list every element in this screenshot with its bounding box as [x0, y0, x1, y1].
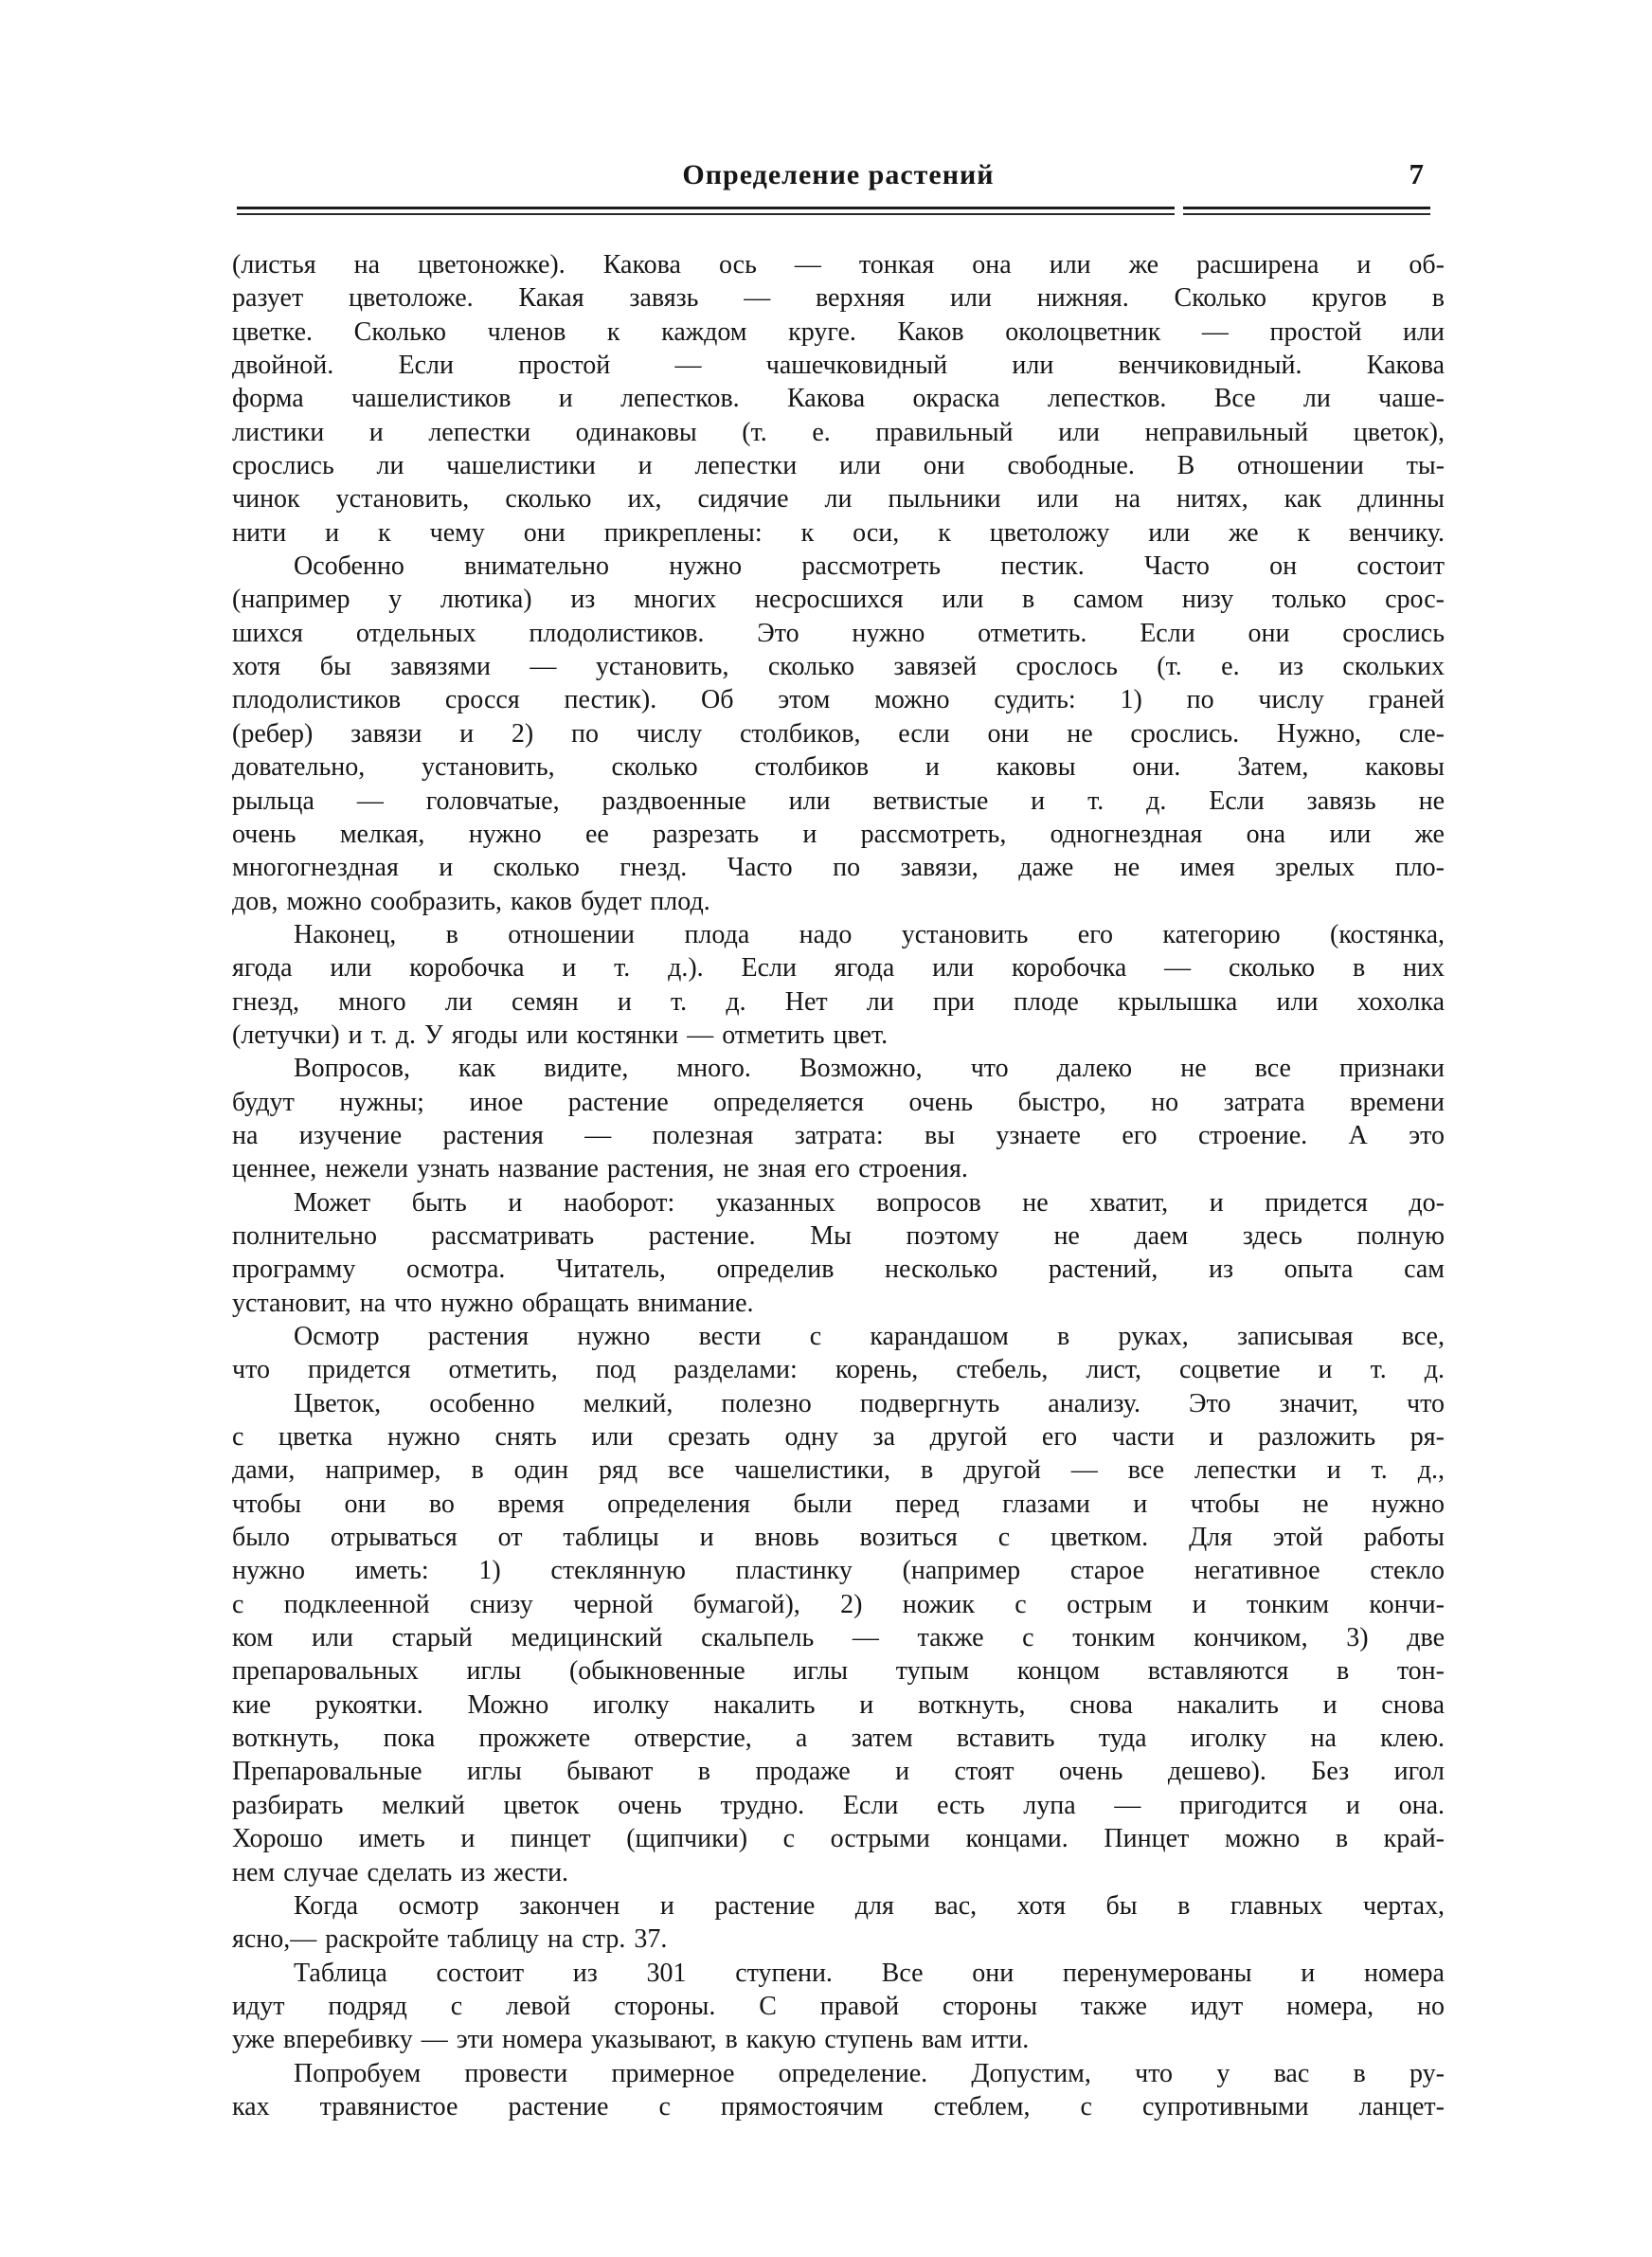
- text-line: установит, на что нужно обращать внимание.: [232, 1288, 754, 1318]
- text-line: нити и к чему они прикреплены: к оси, к цветоложу или же к венчику.: [232, 517, 1445, 548]
- text-line: Может быть и наоборот: указанных вопросов не хватит, и придется до-: [294, 1187, 1445, 1218]
- text-line: дами, например, в один ряд все чашелистики, в другой — все лепестки и т. д.,: [232, 1455, 1445, 1486]
- text-line: цветке. Сколько членов к каждом круге. Каков околоцветник — простой или: [232, 316, 1445, 347]
- text-line: ягода или коробочка и т. д.). Если ягода или коробочка — сколько в них: [232, 953, 1445, 984]
- text-line: ках травянистое растение с прямостоячим стеблем, с супротивными ланцет-: [232, 2091, 1445, 2122]
- header-rule-right-segment: [1183, 207, 1430, 215]
- text-line: чтобы они во время определения были перед глазами и чтобы не нужно: [232, 1489, 1445, 1519]
- text-line: Осмотр растения нужно вести с карандашом в руках, записывая все,: [294, 1322, 1445, 1351]
- text-line: листики и лепестки одинаковы (т. е. правильный или неправильный цветок),: [232, 417, 1445, 447]
- text-line: срослись ли чашелистики и лепестки или они свободные. В отношении ты-: [232, 451, 1445, 481]
- text-line: Особенно внимательно нужно рассмотреть пестик. Часто он состоит: [294, 551, 1445, 582]
- text-line: разует цветоложе. Какая завязь — верхняя или нижняя. Сколько кругов в: [232, 283, 1445, 314]
- text-line: будут нужны; иное растение определяется очень быстро, но затрата времени: [232, 1087, 1445, 1117]
- text-line: форма чашелистиков и лепестков. Какова окраска лепестков. Все ли чаше-: [232, 384, 1445, 414]
- page-number: 7: [1409, 157, 1424, 190]
- text-line: разбирать мелкий цветок очень трудно. Если есть лупа — пригодится и она.: [232, 1790, 1445, 1820]
- text-line: рыльца — головчатые, раздвоенные или ветвистые и т. д. Если завязь не: [232, 785, 1445, 816]
- body-text: [232, 248, 1445, 2123]
- text-line: довательно, установить, сколько столбиков и каковы они. Затем, каковы: [232, 752, 1445, 783]
- text-line: ясно,— раскройте таблицу на стр. 37.: [232, 1924, 668, 1955]
- text-line: что придется отметить, под разделами: корень, стебель, лист, соцветие и т. д.: [232, 1355, 1445, 1385]
- page-header: [232, 159, 1445, 199]
- text-line: чинок установить, сколько их, сидячие ли пыльники или на нитях, как длинны: [232, 484, 1445, 515]
- text-line: полнительно рассматривать растение. Мы поэтому не даем здесь полную: [232, 1220, 1445, 1251]
- text-line: воткнуть, пока прожжете отверстие, а затем вставить туда иголку на клею.: [232, 1724, 1445, 1754]
- text-line: кие рукоятки. Можно иголку накалить и воткнуть, снова накалить и снова: [232, 1689, 1445, 1720]
- text-line: шихся отдельных плодолистиков. Это нужно отметить. Если они срослись: [232, 618, 1445, 648]
- text-line: идут подряд с левой стороны. С правой стороны также идут номера, но: [232, 1991, 1445, 2021]
- text-line: Когда осмотр закончен и растение для вас, хотя бы в главных чертах,: [294, 1890, 1445, 1921]
- text-line: (летучки) и т. д. У ягоды или костянки — отметить цвет.: [232, 1020, 889, 1050]
- text-line: Вопросов, как видите, много. Возможно, что далеко не все признаки: [294, 1054, 1445, 1084]
- header-rule-left-segment: [237, 207, 1175, 215]
- text-line: (ребер) завязи и 2) по числу столбиков, если они не срослись. Нужно, сле-: [232, 718, 1445, 749]
- text-line: (например у лютика) из многих несросшихся или в самом низу только срос-: [232, 585, 1445, 615]
- text-line: на изучение растения — полезная затрата: вы узнаете его строение. А это: [232, 1120, 1445, 1150]
- text-line: Попробуем провести примерное определение. Допустим, что у вас в ру-: [294, 2058, 1445, 2088]
- text-line: (листья на цветоножке). Какова ось — тонкая она или же расширена и об-: [232, 250, 1445, 280]
- text-line: дов, можно сообразить, каков будет плод.: [232, 886, 710, 916]
- text-line: программу осмотра. Читатель, определив несколько растений, из опыта сам: [232, 1255, 1445, 1285]
- text-line: гнезд, много ли семян и т. д. Нет ли при плоде крылышка или хохолка: [232, 986, 1445, 1017]
- text-line: Таблица состоит из 301 ступени. Все они перенумерованы и номера: [294, 1958, 1445, 1988]
- text-line: Наконец, в отношении плода надо установить его категорию (костянка,: [294, 919, 1445, 949]
- text-line: многогнездная и сколько гнезд. Часто по завязи, даже не имея зрелых пло-: [232, 853, 1445, 883]
- text-line: Цветок, особенно мелкий, полезно подвергнуть анализу. Это значит, что: [294, 1388, 1445, 1418]
- text-line: плодолистиков сросся пестик). Об этом можно судить: 1) по числу граней: [232, 685, 1445, 715]
- text-line: уже вперебивку — эти номера указывают, в какую ступень вам итти.: [232, 2025, 1030, 2055]
- running-head-title: Определение растений: [682, 159, 995, 190]
- text-line: хотя бы завязями — установить, сколько завязей срослось (т. е. из скольких: [232, 652, 1445, 682]
- text-line: очень мелкая, нужно ее разрезать и рассмотреть, одногнездная она или же: [232, 819, 1445, 849]
- text-line: Препаровальные иглы бывают в продаже и стоят очень дешево). Без игол: [232, 1757, 1445, 1787]
- text-line: было отрываться от таблицы и вновь возиться с цветком. Для этой работы: [232, 1523, 1445, 1553]
- text-line: нем случае сделать из жести.: [232, 1857, 569, 1887]
- text-line: ценнее, нежели узнать название растения, не зная его строения.: [232, 1154, 968, 1184]
- text-line: Хорошо иметь и пинцет (щипчики) с острыми концами. Пинцет можно в край-: [232, 1824, 1445, 1854]
- text-line: двойной. Если простой — чашечковидный или венчиковидный. Какова: [232, 351, 1445, 381]
- text-line: с цветка нужно снять или срезать одну за другой его части и разложить ря-: [232, 1422, 1445, 1453]
- header-rule: [237, 207, 1430, 215]
- text-line: препаровальных иглы (обыкновенные иглы тупым концом вставляются в тон-: [232, 1656, 1445, 1687]
- text-line: нужно иметь: 1) стеклянную пластинку (например старое негативное стекло: [232, 1556, 1445, 1586]
- text-line: с подклеенной снизу черной бумагой), 2) ножик с острым и тонким кончи-: [232, 1589, 1445, 1619]
- text-line: ком или старый медицинский скальпель — также с тонким кончиком, 3) две: [232, 1623, 1445, 1653]
